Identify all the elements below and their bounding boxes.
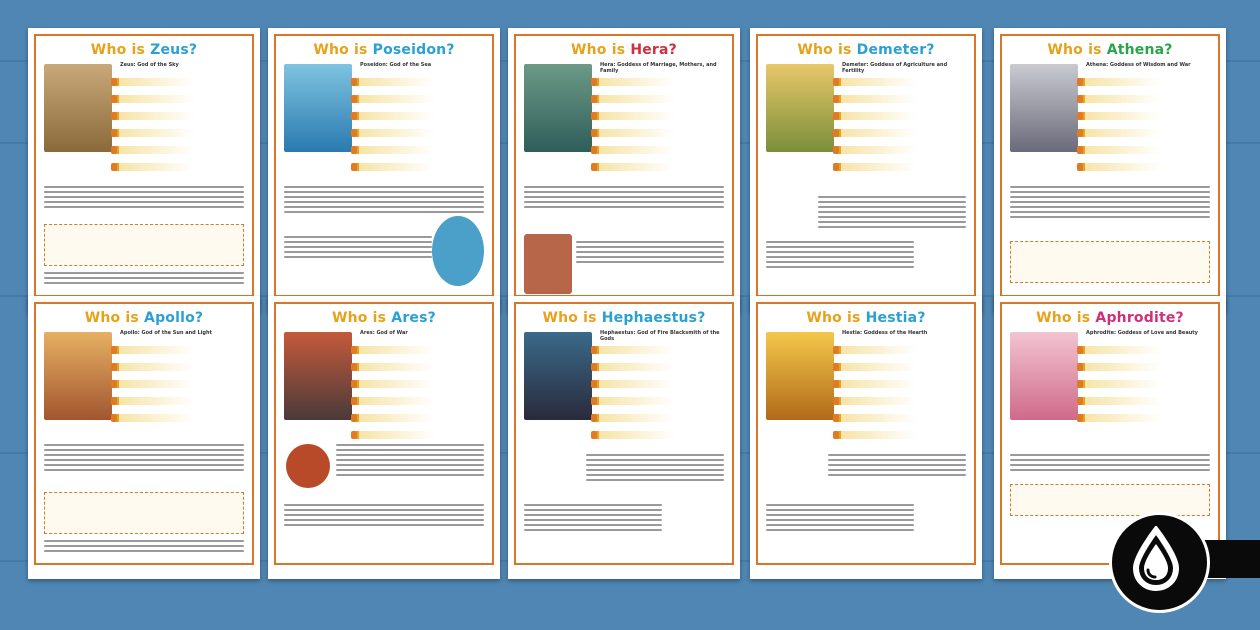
info-box [44, 492, 244, 534]
poseidon-illustration [284, 64, 352, 152]
body-text [766, 241, 914, 271]
body-text [524, 504, 662, 534]
worksheet-apollo[interactable] [28, 296, 260, 579]
body-text [44, 186, 244, 211]
fact-list [838, 346, 968, 448]
body-text [284, 504, 484, 529]
worksheet-frame [1000, 34, 1220, 297]
worksheet-frame [756, 302, 976, 565]
worksheet-title: Who is Demeter? [797, 42, 935, 58]
fact-list [356, 78, 486, 180]
worksheet-hephaestus[interactable] [508, 296, 740, 579]
sea-nymph-illustration [432, 216, 484, 286]
zeus-illustration [44, 64, 112, 152]
body-text [818, 196, 966, 231]
worksheet-title: Who is Hestia? [806, 310, 926, 326]
worksheet-subtitle: Hera: Goddess of Marriage, Mothers, and Family [600, 62, 717, 74]
body-text [1010, 454, 1210, 474]
fact-list [838, 78, 968, 180]
worksheet-title: Who is Hera? [571, 42, 677, 58]
fact-list [116, 346, 246, 431]
family-illustration [524, 234, 572, 294]
body-text [44, 444, 244, 474]
worksheet-frame [274, 302, 494, 565]
worksheet-title: Who is Hephaestus? [542, 310, 706, 326]
ink-drop-icon [1126, 526, 1186, 592]
demeter-illustration [766, 64, 834, 152]
worksheet-title: Who is Aphrodite? [1036, 310, 1184, 326]
body-text [524, 186, 724, 211]
worksheet-subtitle: Apollo: God of the Sun and Light [120, 330, 212, 336]
fact-list [1082, 78, 1212, 180]
fact-list [596, 346, 726, 448]
worksheet-subtitle: Hephaestus: God of Fire Blacksmith of the Gods [600, 330, 720, 342]
worksheet-subtitle: Demeter: Goddess of Agriculture and Fertility [842, 62, 948, 74]
info-box [44, 224, 244, 266]
body-text [576, 241, 724, 266]
worksheet-frame [514, 34, 734, 297]
body-text [766, 504, 914, 534]
worksheet-subtitle: Athena: Goddess of Wisdom and War [1086, 62, 1191, 68]
worksheet-subtitle: Hestia: Goddess of the Hearth [842, 330, 928, 336]
ares-illustration [284, 332, 352, 420]
body-text [336, 444, 484, 479]
body-text [586, 454, 724, 484]
worksheet-hera[interactable] [508, 28, 740, 311]
hestia-illustration [766, 332, 834, 420]
worksheet-title: Who is Poseidon? [313, 42, 455, 58]
worksheet-frame [756, 34, 976, 297]
body-text [44, 540, 244, 555]
worksheet-subtitle: Poseidon: God of the Sea [360, 62, 432, 68]
worksheet-title: Who is Apollo? [84, 310, 204, 326]
body-text [284, 236, 432, 261]
hera-illustration [524, 64, 592, 152]
fact-list [1082, 346, 1212, 431]
body-text [44, 272, 244, 287]
worksheet-subtitle: Aphrodite: Goddess of Love and Beauty [1086, 330, 1198, 336]
worksheet-title: Who is Ares? [331, 310, 436, 326]
hephaestus-illustration [524, 332, 592, 420]
worksheet-subtitle: Zeus: God of the Sky [120, 62, 179, 68]
fact-list [116, 78, 246, 180]
worksheet-title: Who is Zeus? [90, 42, 198, 58]
worksheet-hestia[interactable] [750, 296, 982, 579]
worksheet-demeter[interactable] [750, 28, 982, 311]
worksheet-frame [514, 302, 734, 565]
worksheet-title: Who is Athena? [1047, 42, 1173, 58]
aphrodite-illustration [1010, 332, 1078, 420]
body-text [1010, 186, 1210, 221]
worksheet-poseidon[interactable] [268, 28, 500, 311]
athena-illustration [1010, 64, 1078, 152]
body-text [284, 186, 484, 216]
fact-list [356, 346, 486, 448]
apollo-illustration [44, 332, 112, 420]
worksheet-frame [34, 34, 254, 297]
worksheet-athena[interactable] [994, 28, 1226, 311]
volcano-illustration [286, 444, 330, 488]
info-box [1010, 484, 1210, 516]
fact-list [596, 78, 726, 180]
worksheet-frame [34, 302, 254, 565]
body-text [828, 454, 966, 479]
info-box [1010, 241, 1210, 283]
worksheet-subtitle: Ares: God of War [360, 330, 408, 336]
worksheet-ares[interactable] [268, 296, 500, 579]
worksheet-zeus[interactable] [28, 28, 260, 311]
worksheet-frame [274, 34, 494, 297]
